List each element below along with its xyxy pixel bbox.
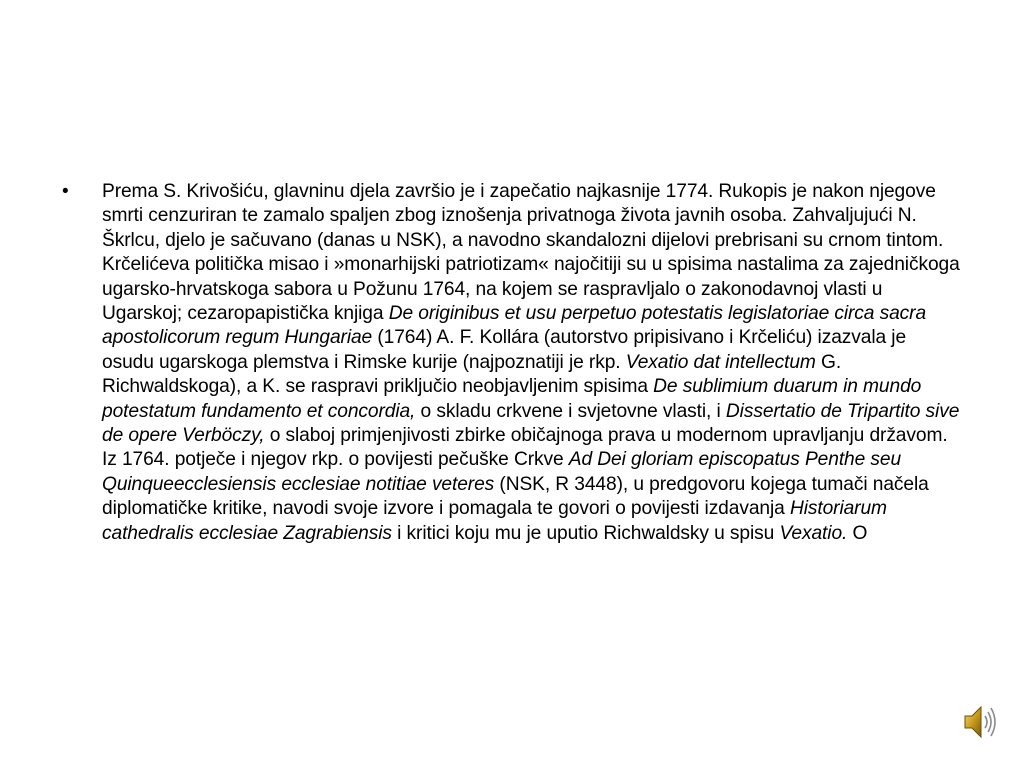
audio-button[interactable] xyxy=(962,700,996,744)
slide-content xyxy=(60,180,960,546)
paragraph-text: (1764) A. F. Kollára (autorstvo pripisivano i Krčeliću) izazvala je osudu ugarskoga plemstva i Rimske kurije (najpoznatiji je rkp. xyxy=(102,327,907,373)
paragraph-italic-title: De originibus et usu perpetuo potestatis legislatoriae circa sacra apostolicorum regum Hungariae xyxy=(102,303,927,349)
paragraph-text: i kritici koju mu je uputio Richwaldsky u spisu xyxy=(391,522,780,544)
paragraph-text: o skladu crkvene i svjetovne vlasti, i xyxy=(415,400,726,422)
paragraph-italic-title: Ad Dei gloriam episcopatus Penthe seu Quinqueecclesiensis ecclesiae notitiae veteres xyxy=(102,449,902,495)
paragraph-text: O xyxy=(847,522,868,544)
paragraph-italic-title: Vexatio. xyxy=(779,522,848,544)
bullet-marker: • xyxy=(62,181,69,202)
paragraph-italic-title: Historiarum cathedralis ecclesiae Zagrabiensis xyxy=(102,498,887,544)
speaker-icon xyxy=(962,700,996,744)
paragraph-italic-title: Dissertatio de Tripartito sive de opere Verböczy, xyxy=(102,400,960,447)
paragraph-text: Prema S. Krivošiću, glavninu djela završio je i zapečatio najkasnije 1774. Rukopis je nakon njegove smrti cenzuriran te zamalo spaljen zbog iznošenja privatnoga života javnih osoba. Zahvaljujući N. Škrlcu, djelo je sačuvano (danas u NSK), a navodno skandalozni dijelovi prebrisani su crnom tintom. Krčelićeva politička misao i »monarhijski patriotizam« najočitiji su u spisima nastalima za zajedničkoga ugarsko-hrvatskoga sabora u Požunu 1764, na kojem se raspravljalo o zakonodavnoj vlasti u Ugarskoj; cezaropapistička knjiga xyxy=(102,181,960,325)
bullet-paragraph xyxy=(102,180,960,546)
bullet-item xyxy=(60,180,960,546)
paragraph-italic-title: Vexatio dat intellectum xyxy=(625,351,816,373)
paragraph-text: o slaboj primjenjivosti zbirke običajnoga prava u modernom upravljanju državom. Iz 1764. potječe i njegov rkp. o povijesti pečuške Crkve xyxy=(102,425,948,471)
paragraph-text: G. Richwaldskoga), a K. se raspravi priključio neobjavljenim spisima xyxy=(102,351,842,398)
paragraph-text: (NSK, R 3448), u predgovoru kojega tumači načela diplomatičke kritike, navodi svoje izvore i pomagala te govori o povijesti izdavanja xyxy=(102,473,929,520)
paragraph-italic-title: De sublimium duarum in mundo potestatum fundamento et concordia, xyxy=(102,376,922,422)
